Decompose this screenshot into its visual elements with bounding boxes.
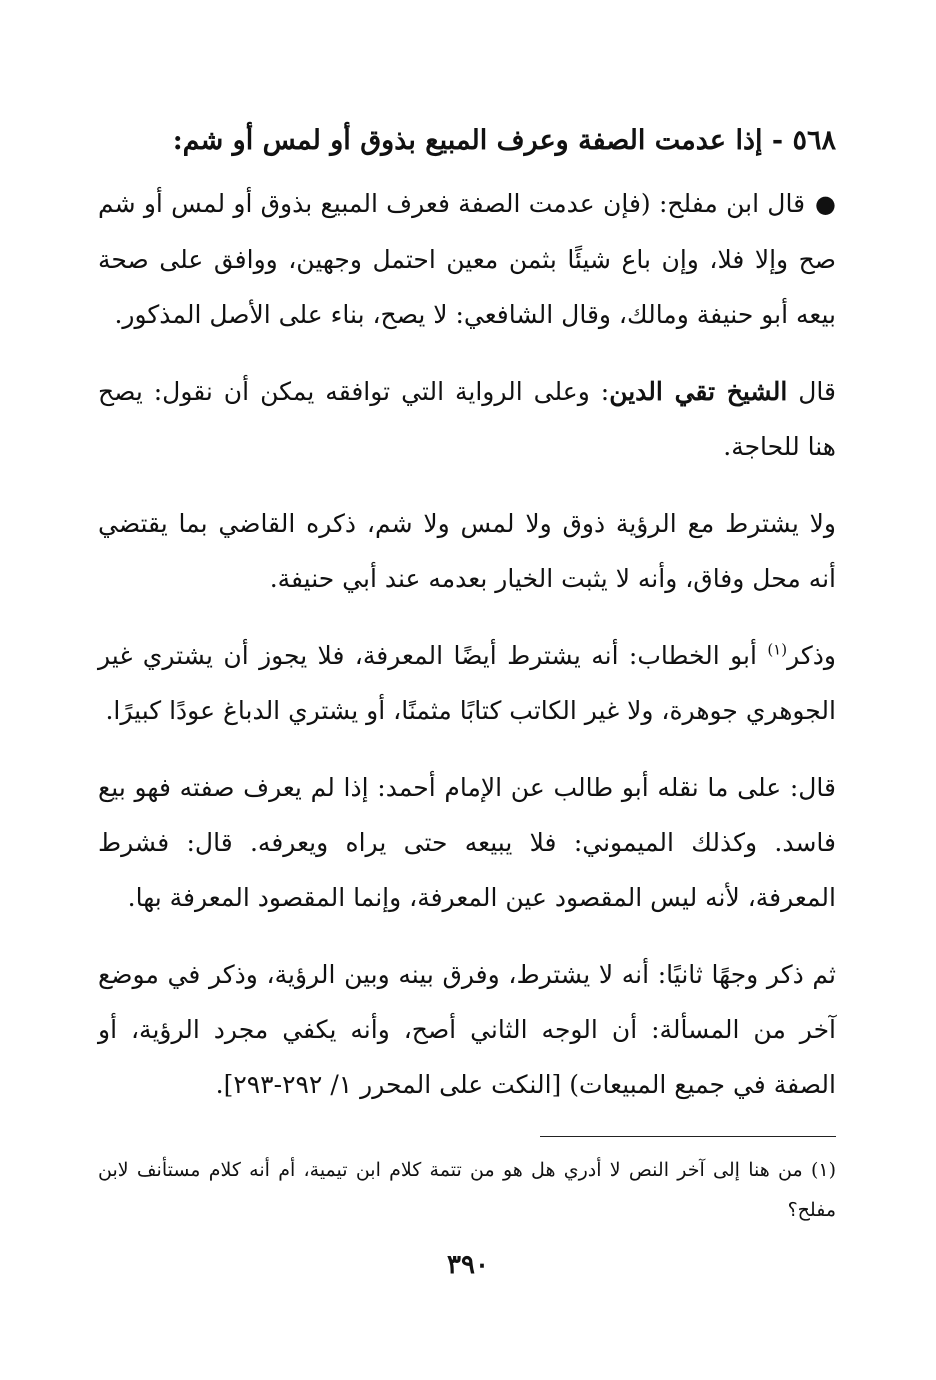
paragraph-3 xyxy=(98,496,836,606)
paragraph-6-text: ثم ذكر وجهًا ثانيًا: أنه لا يشترط، وفرق بينه وبين الرؤية، وذكر في موضع آخر من المسألة: أن الوجه الثاني أصح، وأنه يكفي مجرد الرؤية، أو الصفة في جميع المبيعات) [النكت على المحرر ١/ ٢٩٢-٢٩٣]. xyxy=(98,960,836,1099)
paragraph-1 xyxy=(98,176,836,342)
paragraph-2-text: : وعلى الرواية التي توافقه يمكن أن نقول: يصح هنا للحاجة. xyxy=(98,377,836,461)
section-heading: ٥٦٨ - إذا عدمت الصفة وعرف المبيع بذوق أو لمس أو شم: xyxy=(172,125,836,156)
shaykh-name: الشيخ تقي الدين xyxy=(609,377,788,406)
footnote-reference: (١) xyxy=(767,640,788,659)
footnote-divider xyxy=(540,1136,836,1137)
page-number: ٣٩٠ xyxy=(447,1250,489,1280)
paragraph-4 xyxy=(98,628,836,738)
paragraph-5 xyxy=(98,760,836,925)
paragraph-6 xyxy=(98,947,836,1112)
paragraph-4-text: أبو الخطاب: أنه يشترط أيضًا المعرفة، فلا يجوز أن يشتري غير الجوهري جوهرة، ولا غير الكاتب كتابًا مثمنًا، أو يشتري الدباغ عودًا كبيرًا. xyxy=(98,641,836,725)
paragraph-3-text: ولا يشترط مع الرؤية ذوق ولا لمس ولا شم، ذكره القاضي بما يقتضي أنه محل وفاق، وأنه لا يثبت الخيار بعدمه عند أبي حنيفة. xyxy=(98,509,836,593)
paragraph-4-prefix: وذكر xyxy=(787,641,836,670)
main-text-column xyxy=(98,112,836,1134)
paragraph-2-prefix: قال xyxy=(798,377,836,406)
paragraph-1-text: قال ابن مفلح: (فإن عدمت الصفة فعرف المبيع بذوق أو لمس أو شم صح وإلا فلا، وإن باع شيئًا بثمن معين احتمل وجهين، ووافق على صحة بيعه أبو حنيفة ومالك، وقال الشافعي: لا يصح، بناء على الأصل المذكور. xyxy=(98,189,836,329)
paragraph-5-text: قال: على ما نقله أبو طالب عن الإمام أحمد: إذا لم يعرف صفته فهو بيع فاسد. وكذلك الميموني: فلا يبيعه حتى يراه ويعرفه. قال: فشرط المعرفة، لأنه ليس المقصود عين المعرفة، وإنما المقصود المعرفة بها. xyxy=(98,773,836,912)
paragraph-2 xyxy=(98,364,836,474)
footnote: (١) من هنا إلى آخر النص لا أدري هل هو من تتمة كلام ابن تيمية، أم أنه كلام مستأنف لابن مفلح؟ xyxy=(98,1159,836,1221)
bullet-icon: ● xyxy=(815,190,836,218)
